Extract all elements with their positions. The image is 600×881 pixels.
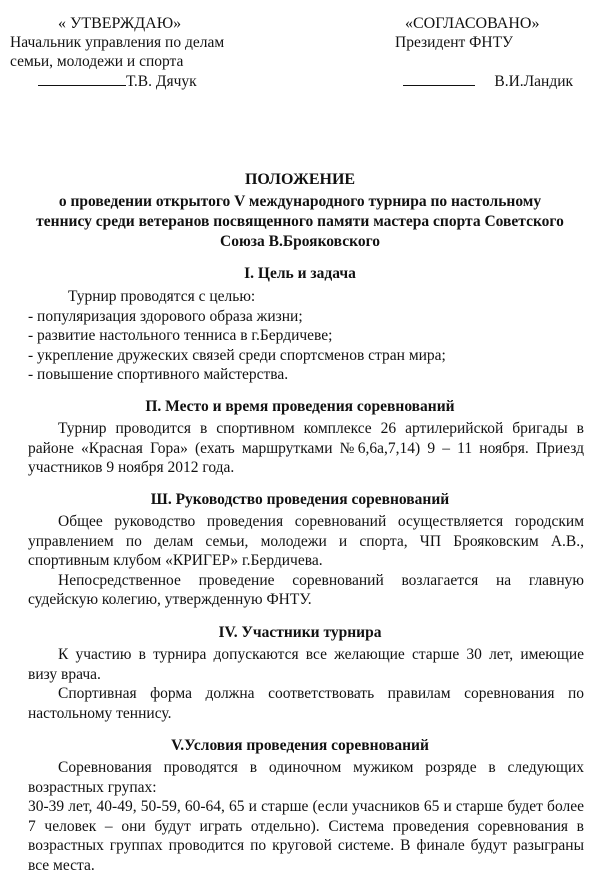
section-1-intro: Турнир проводятся с целью: (68, 288, 256, 305)
section-4-body (28, 645, 584, 723)
section-1-body (28, 287, 584, 385)
section-4-paragraph-2: Спортивная форма должна соответствовать правилам соревнования по настольному теннису. (28, 685, 584, 722)
section-3-paragraph-1: Общее руководство проведения соревнований осуществляется городским управлением по делам семьи, молодежи и спорта, ЧП Брояковским А.В., спортивным клубом «КРИГЕР» г.Бердичева. (28, 513, 584, 569)
document-subtitle-line2: теннису среди ветеранов посвященного памяти мастера спорта Советского (36, 213, 564, 230)
document-subtitle-line3: Союза В.Брояковского (220, 233, 380, 250)
approval-left-line2: семьи, молодежи и спорта (10, 53, 184, 70)
section-2-body (28, 419, 584, 478)
section-2-paragraph: Турнир проводится в спортивном комплексе 26 артилерийской бригады в районе «Красная Гора» (ехать маршрутками №6,6а,7,14) 9 – 11 ноября. Приезд участников 9 ноября 2012 года. (28, 420, 584, 476)
approval-right-signature (395, 71, 595, 91)
section-1-title: I. Цель и задача (244, 265, 356, 282)
section-5-body (28, 758, 584, 875)
approval-right-heading: «СОГЛАСОВАНО» (405, 15, 540, 32)
signature-line (403, 71, 475, 86)
section-2-title: П. Место и время проведения соревнований (145, 398, 455, 415)
approval-right-signer: В.И.Ландик (494, 73, 574, 90)
signature-line (38, 71, 126, 86)
approval-left-line1: Начальник управления по делам (10, 34, 225, 51)
approval-left-signature (10, 71, 310, 91)
approval-block-left (10, 14, 310, 91)
approval-left-signer: Т.В. Дячук (126, 73, 197, 90)
list-item: - повышение спортивного майстерства. (28, 366, 289, 383)
section-4-title: IV. Участники турнира (218, 624, 382, 641)
document-title: ПОЛОЖЕНИЕ (244, 171, 356, 188)
list-item: - укрепление дружеских связей среди спортсменов стран мира; (28, 346, 446, 364)
section-5-paragraph-2: 30-39 лет, 40-49, 50-59, 60-64, 65 и старше (если учасников 65 и старше будет более 7 человек – они будут играть отдельно). Система проведения соревнования в возрастных группах проводится по круговой системе. В финале будут разыграны все места. (28, 798, 584, 874)
section-4-paragraph-1: К участию в турнира допускаются все желающие старше 30 лет, имеющие визу врача. (28, 646, 584, 683)
approval-right-line1: Президент ФНТУ (395, 34, 514, 51)
approval-block-right (395, 14, 595, 91)
list-item: - развитие настольного тенниса в г.Бердичеве; (28, 327, 333, 344)
section-3-title: Ш. Руководство проведения соревнований (150, 491, 450, 508)
section-3-paragraph-2: Непосредственное проведение соревнований возлагается на главную судейскую колегию, утвержденную ФНТУ. (28, 571, 584, 608)
section-5-title: V.Условия проведения соревнований (171, 737, 429, 754)
section-5-paragraph-1: Соревнования проводятся в одиночном мужиком розряде в следующих возрастных групах: (28, 759, 584, 796)
section-3-body (28, 512, 584, 610)
list-item: - популяризация здорового образа жизни; (28, 307, 303, 325)
document-subtitle-line1: о проведении открытого V международного турнира по настольному (58, 193, 542, 210)
approval-left-heading: « УТВЕРЖДАЮ» (58, 15, 182, 32)
document-title-block (10, 170, 590, 252)
